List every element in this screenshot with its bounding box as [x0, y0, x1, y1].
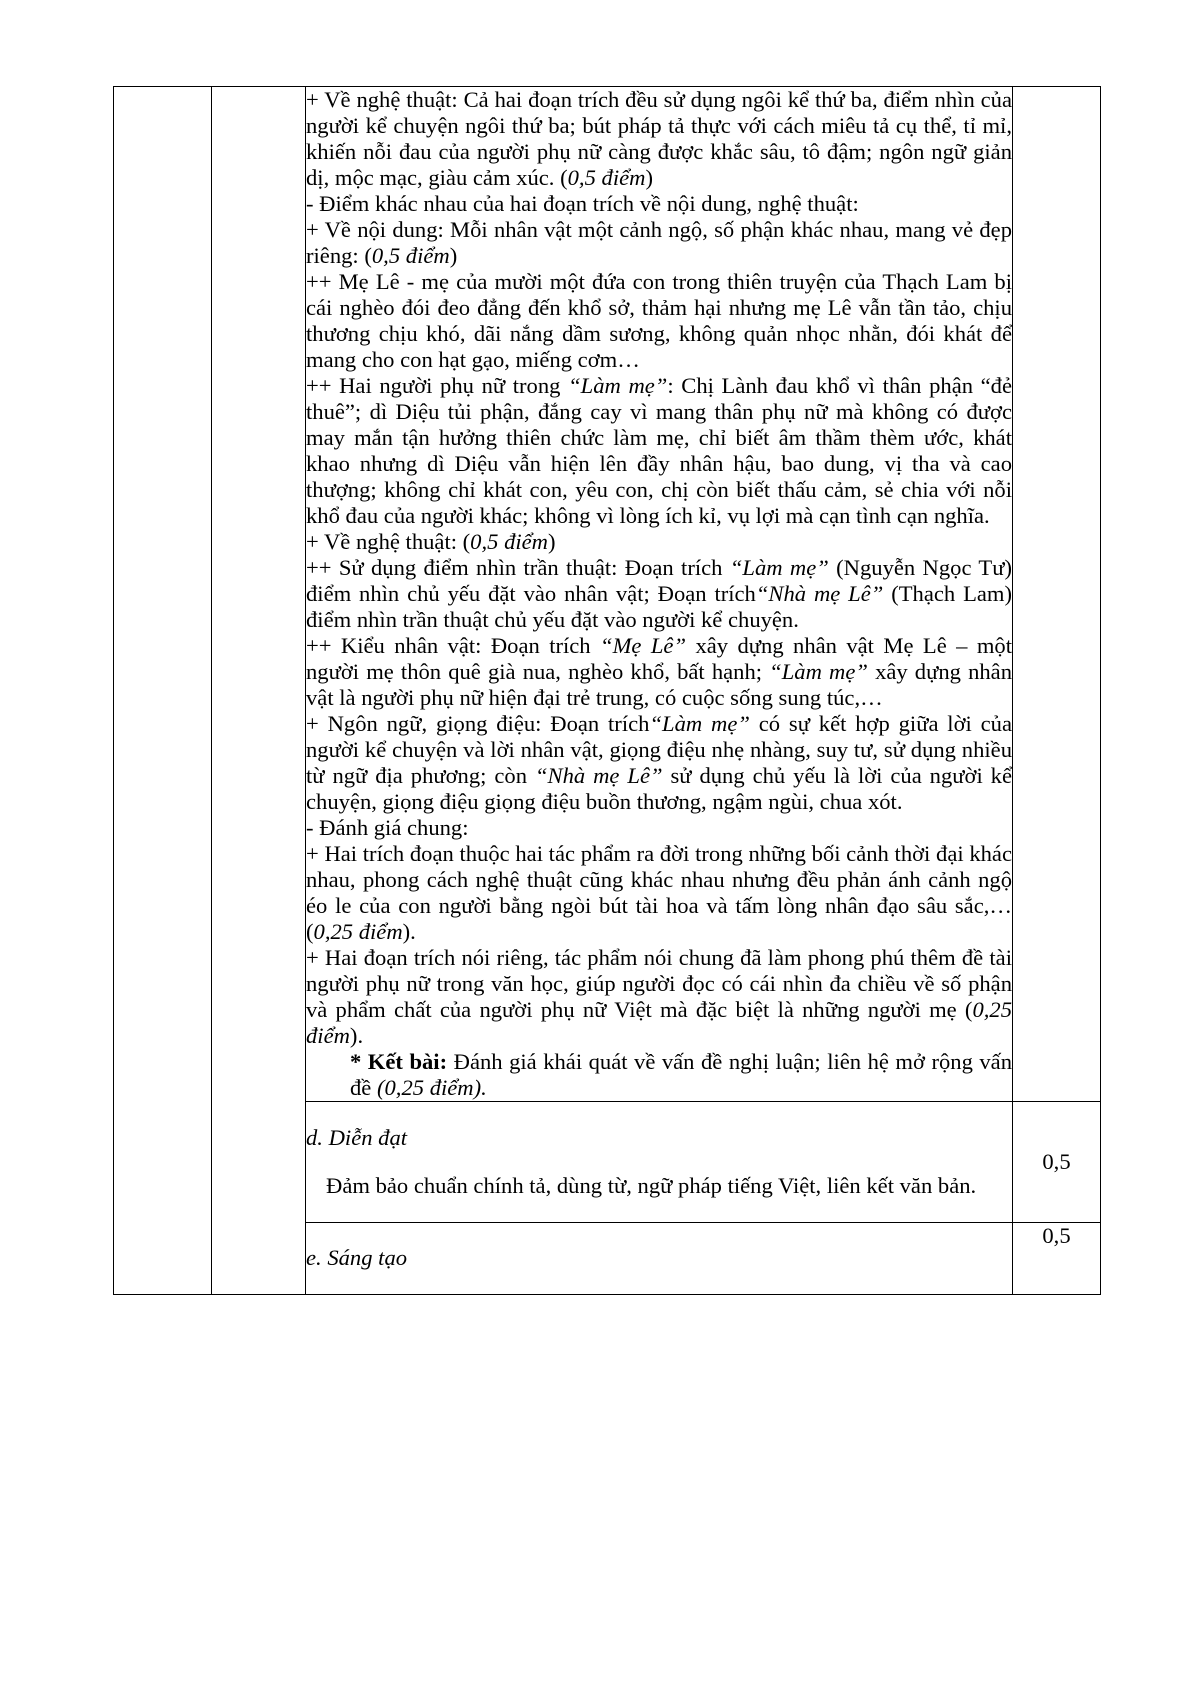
work-title: “Làm mẹ”: [649, 711, 750, 736]
text: : Chị Lành đau khổ vì thân phận “đẻ thuê”; dì Diệu tủi phận, đắng cay vì mang thân phụ nữ mà không có được may mắn tận hưởng thiên chức làm mẹ, chỉ biết âm thầm thèm ước, khát khao nhưng dì Diệu vẫn hiện lên đầy nhân hậu, bao dung, vị tha và cao thượng; không chỉ khát con, yêu con, chị còn biết thấu cảm, sẻ chia với nỗi khổ đau của người khác; không vì lòng ích kỉ, vụ lợi mà cạn tình cạn nghĩa.: [306, 373, 1013, 528]
expression-score: 0,5: [1013, 1102, 1101, 1223]
work-title: “Làm mẹ”: [729, 555, 829, 580]
language-paragraph: [306, 711, 1012, 815]
text: + Về nghệ thuật: (: [306, 529, 471, 554]
text: + Hai đoạn trích nói riêng, tác phẩm nói chung đã làm phong phú thêm đề tài người phụ nữ trong văn học, giúp người đọc có cái nhìn đa chiều về số phận và phẩm chất của người phụ nữ Việt mà đặc biệt là những người mẹ (: [306, 945, 1012, 1022]
expression-title: d. Diễn đạt: [306, 1124, 408, 1150]
diff-heading: - Điểm khác nhau của hai đoạn trích về nội dung, nghệ thuật:: [306, 191, 859, 216]
text: ++ Kiểu nhân vật: Đoạn trích: [306, 633, 601, 658]
conclusion-paragraph: [306, 1049, 1012, 1101]
conclusion-label: * Kết bài:: [350, 1049, 448, 1074]
work-title: “Làm mẹ”: [568, 373, 668, 398]
text: + Ngôn ngữ, giọng điệu: Đoạn trích: [306, 711, 650, 736]
text: + Về nghệ thuật: Cả hai đoạn trích đều sử dụng ngôi kể thứ ba, điểm nhìn của người kể chuyện ngôi thứ ba; bút pháp tả thực với cách miêu tả cụ thể, tỉ mỉ, khiến nỗi đau của người phụ nữ càng được khắc sâu, tô đậm; ngôn ngữ giản dị, mộc mạc, giàu cảm xúc. (: [306, 87, 1012, 190]
table-row: [114, 87, 1101, 1102]
text: ): [645, 165, 653, 190]
eval-paragraph-2: [306, 945, 1012, 1049]
work-title: “Nhà mẹ Lê”: [755, 581, 884, 606]
score-note: 0,5 điểm: [567, 165, 646, 190]
creativity-score: 0,5: [1013, 1222, 1101, 1294]
text: (Thạch Lam) điểm nhìn trần thuật chủ yếu đặt vào người kể chuyện.: [306, 581, 1013, 632]
text: ): [449, 243, 458, 268]
character-paragraph: [306, 633, 1012, 711]
art-paragraph: [306, 529, 1012, 555]
text: (Nguyễn Ngọc Tư) điểm nhìn chủ yếu đặt vào nhân vật; Đoạn trích: [306, 555, 1012, 606]
text: ).: [402, 919, 416, 944]
creativity-cell: [306, 1222, 1013, 1294]
text: ).: [349, 1023, 364, 1048]
text: + Hai trích đoạn thuộc hai tác phẩm ra đời trong những bối cảnh thời đại khác nhau, phong cách nghệ thuật cũng khác nhau nhưng đều phản ánh cảnh ngộ éo le của con người bằng ngòi bút tài hoa và tấm lòng nhân đạo sâu sắc,…(: [306, 841, 1012, 944]
score-note: 0,25 điểm: [313, 919, 403, 944]
me-le-paragraph: ++ Mẹ Lê - mẹ của mười một đứa con trong thiên truyện của Thạch Lam bị cái nghèo đói đeo đẳng đến khổ sở, thảm hại nhưng mẹ Lê vẫn tần tảo, chịu thương chịu khó, dãi nắng dầm sương, không quản nhọc nhằn, đói khát để mang cho con hạt gạo, miếng cơm…: [306, 269, 1012, 372]
art-common-paragraph: [306, 87, 1012, 191]
score-note: 0,5 điểm: [470, 529, 548, 554]
work-title: “Làm mẹ”: [769, 659, 868, 684]
text: + Về nội dung: Mỗi nhân vật một cảnh ngộ, số phận khác nhau, mang vẻ đẹp riêng: (: [306, 217, 1012, 268]
text: ++ Hai người phụ nữ trong: [306, 373, 569, 398]
text: sử dụng chủ yếu là lời của người kể chuyện, giọng điệu giọng điệu buồn thương, ngậm ngùi, chua xót.: [306, 763, 1012, 814]
text: xây dựng nhân vật là người phụ nữ hiện đại trẻ trung, có cuộc sống sung túc,…: [306, 659, 1012, 710]
expression-text: Đảm bảo chuẩn chính tả, dùng từ, ngữ pháp tiếng Việt, liên kết văn bản.: [326, 1173, 977, 1199]
text: Đánh giá khái quát về vấn đề nghị luận; liên hệ mở rộng vấn đề: [350, 1049, 1013, 1100]
content-paragraph: [306, 217, 1012, 269]
pov-paragraph: [306, 555, 1012, 633]
creativity-title: e. Sáng tạo: [306, 1245, 408, 1271]
eval-heading: - Đánh giá chung:: [306, 815, 469, 840]
question-column-cell: [114, 87, 212, 1295]
expression-cell: [306, 1102, 1013, 1223]
guide-content-cell: [306, 87, 1013, 1102]
text: ++ Sử dụng điểm nhìn trần thuật: Đoạn trích: [306, 555, 730, 580]
score-note: 0,5 điểm: [371, 243, 450, 268]
score-note: 0,25 điểm: [306, 997, 1012, 1048]
part-column-cell: [212, 87, 306, 1295]
text: xây dựng nhân vật Mẹ Lê – một người mẹ thôn quê già nua, nghèo khổ, bất hạnh;: [306, 633, 1013, 684]
text: ): [547, 529, 556, 554]
lam-me-paragraph: [306, 373, 1012, 529]
score-cell-empty: [1013, 87, 1101, 1102]
score-note: (0,25 điểm).: [376, 1075, 487, 1100]
work-title: “Mẹ Lê”: [600, 633, 687, 658]
eval-paragraph-1: [306, 841, 1012, 945]
text: có sự kết hợp giữa lời của người kể chuyện và lời nhân vật, giọng điệu nhẹ nhàng, suy tư, sử dụng nhiều từ ngữ địa phương; còn: [306, 711, 1012, 788]
work-title: “Nhà mẹ Lê”: [534, 763, 663, 788]
grading-table: [113, 86, 1101, 1295]
